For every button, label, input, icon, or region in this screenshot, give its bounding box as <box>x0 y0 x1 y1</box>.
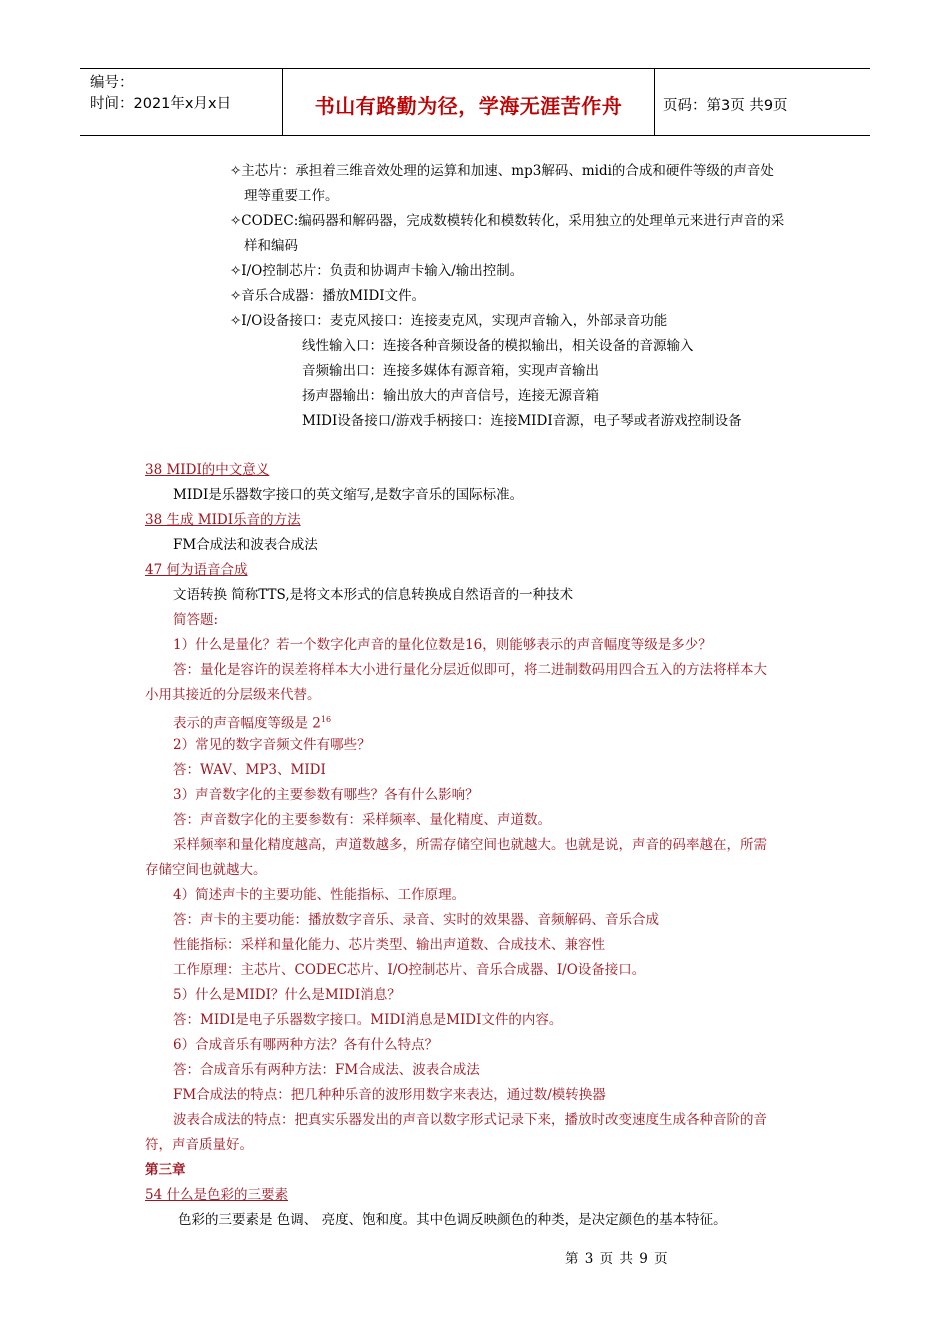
question-2: 2）常见的数字音频文件有哪些？ <box>173 737 371 753</box>
section-title-speech-synthesis[interactable]: 47 何为语音合成 <box>145 562 248 578</box>
question-1: 1）什么是量化？若一个数字化声音的量化位数是16，则能够表示的声音幅度等级是多少？ <box>173 637 712 653</box>
header-page: 页码：第3页 共9页 <box>663 97 788 114</box>
component-line-in: 线性输入口：连接各种音频设备的模拟输出，相关设备的音源输入 <box>302 338 694 354</box>
question-4: 4）简述声卡的主要功能、性能指标、工作原理。 <box>173 887 466 903</box>
section-body-midi-methods: FM合成法和波表合成法 <box>173 537 318 553</box>
answer-1-levels-exponent: 16 <box>320 715 332 724</box>
component-io-port: ✧I/O设备接口：麦克风接口：连接麦克风，实现声音输入，外部录音功能 <box>230 313 668 329</box>
component-midi-port: MIDI设备接口/游戏手柄接口：连接MIDI音源，电子琴或者游戏控制设备 <box>302 413 742 429</box>
component-codec-cont: 样和编码 <box>244 238 298 254</box>
header-meta <box>80 69 283 135</box>
answer-3-line-2: 采样频率和量化精度越高，声道数越多，所需存储空间也就越大。也就是说，声音的码率越在，所需 <box>173 837 767 853</box>
answer-6-line-4: 符，声音质量好。 <box>145 1137 253 1153</box>
question-5: 5）什么是MIDI？什么是MIDI消息？ <box>173 987 401 1003</box>
component-speaker-out: 扬声器输出：输出放大的声音信号，连接无源音箱 <box>302 388 599 404</box>
header-motto: 书山有路勤为径，学海无涯苦作舟 <box>283 69 655 135</box>
answer-1-line-2: 小用其接近的分层级来代替。 <box>145 687 321 703</box>
component-audio-out: 音频输出口：连接多媒体有源音箱，实现声音输出 <box>302 363 599 379</box>
answer-6-line-2: FM合成法的特点：把几种种乐音的波形用数字来表达，通过数/模转换器 <box>173 1087 606 1103</box>
answer-6-line-1: 答：合成音乐有两种方法：FM合成法、波表合成法 <box>173 1062 480 1078</box>
chapter-3-title: 第三章 <box>145 1162 186 1178</box>
answer-2: 答：WAV、MP3、MIDI <box>173 762 326 778</box>
answer-1-line-1: 答：量化是容许的误差将样本大小进行量化分层近似即可，将二进制数码用四合五入的方法将样本大 <box>173 662 767 678</box>
answer-1-levels-text: 表示的声音幅度等级是 2 <box>173 715 321 732</box>
answer-6-line-3: 波表合成法的特点：把真实乐器发出的声音以数字形式记录下来，播放时改变速度生成各种音阶的音 <box>173 1112 767 1128</box>
section-title-midi-meaning[interactable]: 38 MIDI的中文意义 <box>145 462 270 478</box>
answer-4-line-3: 工作原理：主芯片、CODEC芯片、I/O控制芯片、音乐合成器、I/O设备接口。 <box>173 962 646 978</box>
header-number: 编号： <box>90 75 134 91</box>
page-footer: 第 3 页 共 9 页 <box>565 1251 669 1267</box>
component-main-chip-cont: 理等重要工作。 <box>244 188 339 204</box>
section-title-midi-methods[interactable]: 38 生成 MIDI乐音的方法 <box>145 512 301 528</box>
component-synth: ✧音乐合成器：播放MIDI文件。 <box>230 288 426 304</box>
component-codec: ✧CODEC:编码器和解码器，完成数模转化和模数转化，采用独立的处理单元来进行声音的采 <box>230 213 785 229</box>
answer-3-line-3: 存储空间也就越大。 <box>145 862 267 878</box>
header-time: 时间：2021年x月x日 <box>90 96 232 112</box>
section-body-midi-meaning: MIDI是乐器数字接口的英文缩写,是数字音乐的国际标准。 <box>173 487 524 503</box>
answer-5: 答：MIDI是电子乐器数字接口。MIDI消息是MIDI文件的内容。 <box>173 1012 563 1028</box>
question-3: 3）声音数字化的主要参数有哪些？各有什么影响？ <box>173 787 479 803</box>
question-6: 6）合成音乐有哪两种方法？各有什么特点？ <box>173 1037 439 1053</box>
component-io-chip: ✧I/O控制芯片：负责和协调声卡输入/输出控制。 <box>230 263 524 279</box>
answer-4-line-2: 性能指标：采样和量化能力、芯片类型、输出声道数、合成技术、兼容性 <box>173 937 605 953</box>
component-main-chip: ✧主芯片：承担着三维音效处理的运算和加速、mp3解码、midi的合成和硬件等级的声音处 <box>230 163 774 179</box>
qa-heading: 简答题: <box>173 612 219 628</box>
answer-3-line-1: 答：声音数字化的主要参数有：采样频率、量化精度、声道数。 <box>173 812 551 828</box>
page-header <box>80 68 870 136</box>
section-title-color-elements[interactable]: 54 什么是色彩的三要素 <box>145 1187 288 1203</box>
answer-1-line-3 <box>173 710 331 734</box>
answer-4-line-1: 答：声卡的主要功能：播放数字音乐、录音、实时的效果器、音频解码、音乐合成 <box>173 912 659 928</box>
section-body-color-elements: 色彩的三要素是 色调、 亮度、饱和度。其中色调反映颜色的种类，是决定颜色的基本特征。 <box>178 1212 727 1228</box>
section-body-speech-synthesis: 文语转换 简称TTS,是将文本形式的信息转换成自然语音的一种技术 <box>173 587 574 603</box>
